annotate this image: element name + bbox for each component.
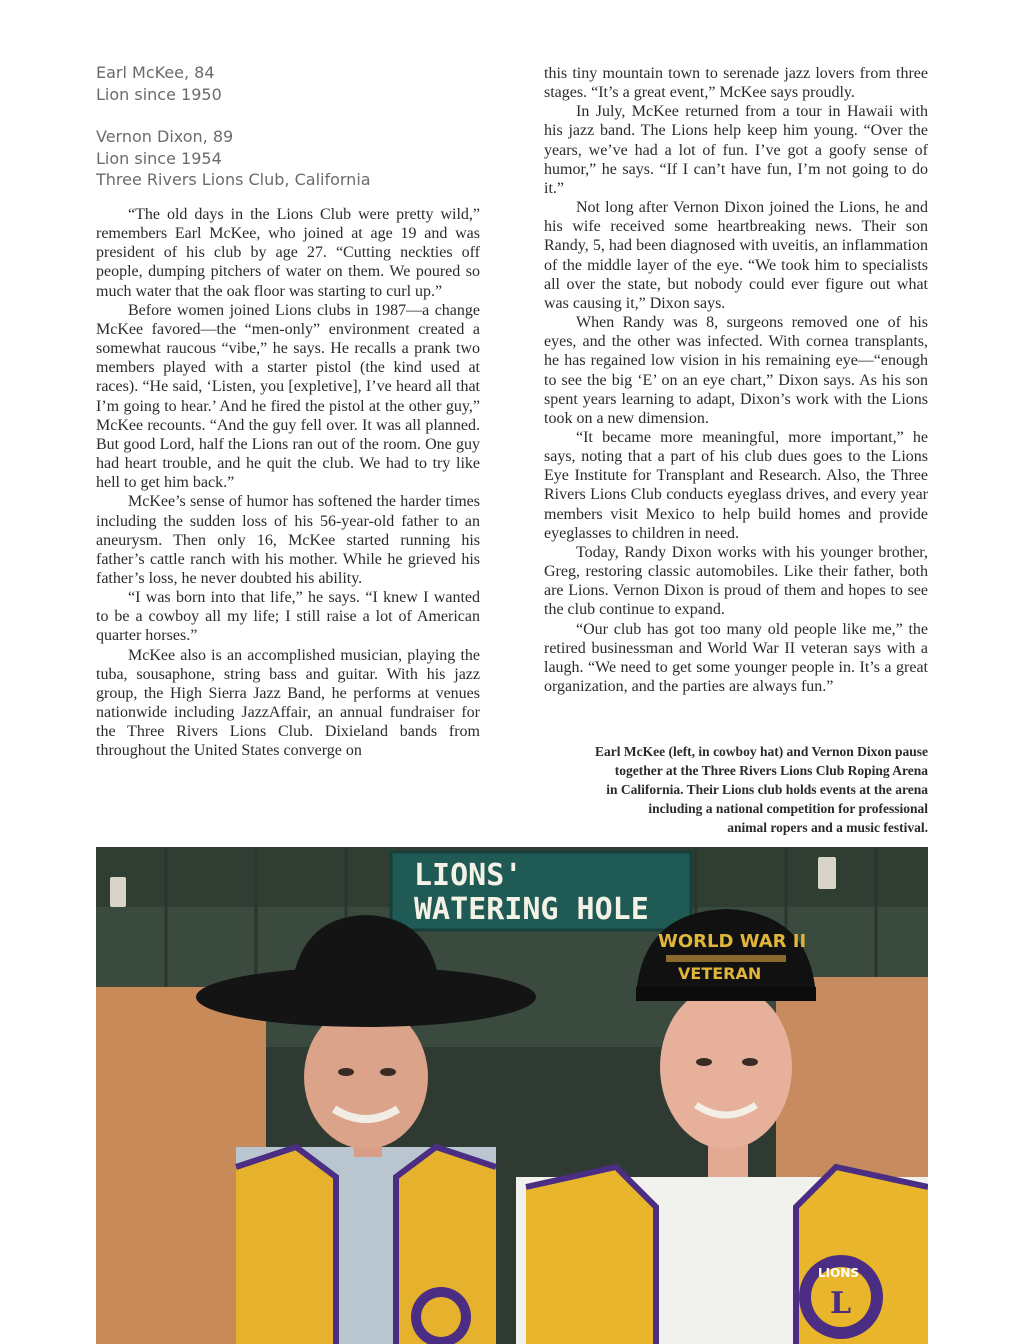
caption-line: Earl McKee (left, in cowboy hat) and Vernon Dixon pause xyxy=(594,744,928,759)
dixon-since: Lion since 1954 xyxy=(96,148,222,168)
emblem-letter: L xyxy=(830,1286,852,1321)
sign-text-line1: LIONS' xyxy=(414,858,523,893)
dixon-club: Three Rivers Lions Club, California xyxy=(96,170,371,189)
cap-text-line2: VETERAN xyxy=(678,964,762,983)
paragraph: In July, McKee returned from a tour in Hawaii with his jazz band. The Lions help keep him young. “Over the years, we’ve had a lot of fun. I’ve got a goofy sense of humor,” he says. “If I can’t have fun, I’m not going to do it.” xyxy=(544,103,928,197)
paragraph: “The old days in the Lions Club were pretty wild,” remembers Earl McKee, who joined at age 19 and was president of his club by age 27. “Cutting neckties off people, dumping pitchers of water on them. We poured so much water that the oak floor was starting to curl up.” xyxy=(96,206,480,300)
caption-line: together at the Three Rivers Lions Club Roping Arena xyxy=(614,763,928,778)
paragraph: When Randy was 8, surgeons removed one of his eyes, and the other was infected. With cornea transplants, he has regained low vision in his remaining eye—“enough to see the big ‘E’ on an eye chart,” Dixon says. As his son spent years learning to adapt, Dixon’s work with the Lions took on a new dimension. xyxy=(544,314,928,427)
member-header xyxy=(96,62,496,191)
paragraph: McKee also is an accomplished musician, playing the tuba, sousaphone, string bass and guitar. With his jazz group, the High Sierra Jazz Band, he performs at venues nationwide including JazzAffair, an annual fundraiser for the Three Rivers Lions Club. Dixieland bands from throughout the United States converge on xyxy=(96,646,480,760)
mckee-since: Lion since 1950 xyxy=(96,84,222,104)
caption-line: including a national competition for professional xyxy=(648,801,928,816)
sign-text-line2: WATERING HOLE xyxy=(414,892,649,927)
paragraph: Not long after Vernon Dixon joined the Lions, he and his wife received some heartbreaking news. Their son Randy, 5, had been diagnosed with uveitis, an inflammation of the middle layer of the eye. “We took him to specialists all over the state, but nobody could ever figure out what was causing it,” Dixon says. xyxy=(544,199,928,312)
caption-line: animal ropers and a music festival. xyxy=(727,820,928,835)
paragraph: “Our club has got too many old people like me,” the retired businessman and World War II veteran says with a laugh. “We need to get some younger people in. It’s a great organization, and the parties are always fun.” xyxy=(544,620,928,695)
dixon-name-age: Vernon Dixon, 89 xyxy=(96,127,234,146)
mckee-name-age: Earl McKee, 84 xyxy=(96,63,215,82)
article-right-column xyxy=(544,64,928,696)
photo-caption xyxy=(540,742,928,837)
cap-text-line1: WORLD WAR II xyxy=(658,931,807,952)
paragraph: Before women joined Lions clubs in 1987—a change McKee favored—the “men-only” environment created a somewhat raucous “vibe,” he says. He recalls a prank two members played with a starter pistol (the kind used at races). “He said, ‘Listen, you [expletive], I’ve heard all that I’m going to hear.’ And he fired the pistol at the other guy,” McKee recounts. “And the guy fell over. It was all planned. But good Lord, half the Lions ran out of the room. One guy had heart trouble, and he quit the club. We had to try like hell to get him back.” xyxy=(96,301,480,492)
portrait-photo xyxy=(96,847,928,1344)
paragraph: this tiny mountain town to serenade jazz lovers from three stages. “It’s a great event,” McKee says proudly. xyxy=(544,65,928,102)
emblem-text: LIONS xyxy=(818,1266,859,1280)
paragraph: Today, Randy Dixon works with his younger brother, Greg, restoring classic automobiles. Like their father, both are Lions. Vernon Dixon is proud of them and hopes to see the club continue to expand. xyxy=(544,543,928,619)
article-left-column xyxy=(96,205,480,761)
paragraph: McKee’s sense of humor has softened the harder times including the sudden loss of his 56-year-old father to an aneurysm. Then only 16, McKee started running his father’s cattle ranch with his mother. While he grieved his father’s loss, he never doubted his ability. xyxy=(96,493,480,587)
caption-line: in California. Their Lions club holds events at the arena xyxy=(606,782,928,797)
paragraph: “I was born into that life,” he says. “I knew I wanted to be a cowboy all my life; I still raise a lot of American quarter horses.” xyxy=(96,589,480,645)
paragraph: “It became more meaningful, more important,” he says, noting that a part of his club dues goes to the Lions Eye Institute for Transplant and Research. Also, the Three Rivers Lions Club conducts eyeglass drives, and every year members visit Mexico to help build homes and provide eyeglasses to children in need. xyxy=(544,428,928,542)
